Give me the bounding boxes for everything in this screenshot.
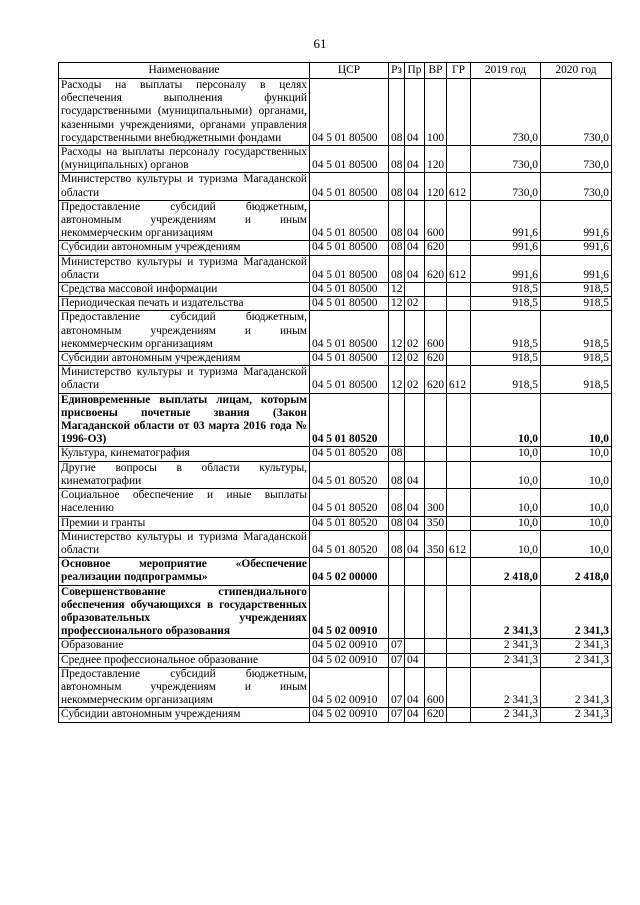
row-vr: 620 — [425, 366, 447, 393]
row-vr — [425, 393, 447, 447]
row-rz: 08 — [389, 79, 405, 146]
row-csr: 04 5 01 80520 — [310, 393, 389, 447]
header-pr: Пр — [405, 63, 425, 79]
row-pr: 04 — [405, 255, 425, 282]
row-rz — [389, 558, 405, 585]
row-vr — [425, 447, 447, 461]
row-pr: 04 — [405, 489, 425, 516]
table-row — [59, 79, 612, 146]
row-gr — [447, 516, 471, 530]
row-gr: 612 — [447, 530, 471, 557]
row-amount-2019: 10,0 — [471, 516, 541, 530]
row-name: Министерство культуры и туризма Магаданской области — [59, 255, 310, 282]
row-name: Расходы на выплаты персоналу в целях обеспечения выполнения функций государственными (муниципальными) органами, казенными учреждениями, органами управления государственными внебюджетными фондами — [59, 79, 310, 146]
row-amount-2019: 2 341,3 — [471, 708, 541, 722]
row-amount-2019: 918,5 — [471, 311, 541, 352]
row-csr: 04 5 01 80500 — [310, 79, 389, 146]
table-row — [59, 447, 612, 461]
row-csr: 04 5 01 80500 — [310, 352, 389, 366]
row-vr: 620 — [425, 241, 447, 255]
table-row — [59, 639, 612, 653]
row-amount-2019: 918,5 — [471, 352, 541, 366]
row-amount-2020: 10,0 — [541, 489, 612, 516]
row-vr: 620 — [425, 352, 447, 366]
row-amount-2020: 10,0 — [541, 461, 612, 488]
row-rz: 08 — [389, 255, 405, 282]
row-vr: 350 — [425, 530, 447, 557]
row-gr — [447, 311, 471, 352]
row-csr: 04 5 01 80520 — [310, 489, 389, 516]
row-csr: 04 5 02 00910 — [310, 708, 389, 722]
row-name: Периодическая печать и издательства — [59, 297, 310, 311]
row-rz: 12 — [389, 311, 405, 352]
row-gr: 612 — [447, 255, 471, 282]
row-amount-2019: 918,5 — [471, 297, 541, 311]
row-amount-2020: 2 341,3 — [541, 585, 612, 639]
row-rz: 08 — [389, 200, 405, 241]
row-pr: 04 — [405, 200, 425, 241]
row-amount-2020: 10,0 — [541, 393, 612, 447]
row-csr: 04 5 01 80500 — [310, 146, 389, 173]
row-amount-2019: 2 418,0 — [471, 558, 541, 585]
row-amount-2020: 918,5 — [541, 283, 612, 297]
row-name: Единовременные выплаты лицам, которым присвоены почетные звания (Закон Магаданской области от 03 марта 2016 года № 1996-ОЗ) — [59, 393, 310, 447]
table-row — [59, 146, 612, 173]
row-vr — [425, 639, 447, 653]
row-amount-2019: 10,0 — [471, 530, 541, 557]
row-amount-2019: 730,0 — [471, 79, 541, 146]
row-amount-2020: 2 418,0 — [541, 558, 612, 585]
row-name: Министерство культуры и туризма Магаданской области — [59, 173, 310, 200]
table-row — [59, 667, 612, 708]
row-gr — [447, 146, 471, 173]
row-amount-2019: 2 341,3 — [471, 585, 541, 639]
row-amount-2019: 730,0 — [471, 173, 541, 200]
row-csr: 04 5 01 80500 — [310, 297, 389, 311]
row-pr: 04 — [405, 708, 425, 722]
row-amount-2019: 10,0 — [471, 489, 541, 516]
row-gr: 612 — [447, 173, 471, 200]
row-amount-2020: 918,5 — [541, 366, 612, 393]
row-amount-2020: 991,6 — [541, 200, 612, 241]
row-csr: 04 5 01 80500 — [310, 173, 389, 200]
table-row — [59, 708, 612, 722]
row-csr: 04 5 01 80500 — [310, 366, 389, 393]
row-gr — [447, 667, 471, 708]
row-amount-2019: 2 341,3 — [471, 667, 541, 708]
row-gr — [447, 585, 471, 639]
row-amount-2020: 10,0 — [541, 516, 612, 530]
row-pr — [405, 393, 425, 447]
row-csr: 04 5 01 80500 — [310, 311, 389, 352]
row-gr — [447, 79, 471, 146]
table-row — [59, 461, 612, 488]
header-vr: ВР — [425, 63, 447, 79]
row-amount-2019: 10,0 — [471, 393, 541, 447]
row-pr — [405, 585, 425, 639]
row-vr — [425, 297, 447, 311]
row-pr — [405, 639, 425, 653]
row-pr: 04 — [405, 530, 425, 557]
row-vr: 600 — [425, 667, 447, 708]
row-amount-2020: 2 341,3 — [541, 639, 612, 653]
table-row — [59, 311, 612, 352]
row-name: Средства массовой информации — [59, 283, 310, 297]
header-gr: ГР — [447, 63, 471, 79]
row-amount-2020: 730,0 — [541, 79, 612, 146]
row-name: Премии и гранты — [59, 516, 310, 530]
row-amount-2020: 2 341,3 — [541, 667, 612, 708]
table-row — [59, 558, 612, 585]
table-row — [59, 516, 612, 530]
row-amount-2019: 991,6 — [471, 200, 541, 241]
table-row — [59, 352, 612, 366]
row-rz: 07 — [389, 667, 405, 708]
row-csr: 04 5 01 80520 — [310, 447, 389, 461]
row-vr — [425, 585, 447, 639]
row-gr — [447, 352, 471, 366]
table-row — [59, 585, 612, 639]
row-amount-2019: 918,5 — [471, 366, 541, 393]
row-vr: 300 — [425, 489, 447, 516]
row-gr — [447, 297, 471, 311]
row-pr: 04 — [405, 79, 425, 146]
row-gr — [447, 558, 471, 585]
row-pr — [405, 283, 425, 297]
row-name: Субсидии автономным учреждениям — [59, 708, 310, 722]
table-row — [59, 489, 612, 516]
row-rz — [389, 393, 405, 447]
row-vr — [425, 653, 447, 667]
row-rz: 08 — [389, 516, 405, 530]
row-amount-2019: 730,0 — [471, 146, 541, 173]
row-name: Среднее профессиональное образование — [59, 653, 310, 667]
row-name: Субсидии автономным учреждениям — [59, 352, 310, 366]
row-rz: 08 — [389, 173, 405, 200]
row-vr — [425, 558, 447, 585]
row-name: Основное мероприятие «Обеспечение реализации подпрограммы» — [59, 558, 310, 585]
table-row — [59, 283, 612, 297]
row-pr: 04 — [405, 241, 425, 255]
row-gr — [447, 393, 471, 447]
row-vr — [425, 461, 447, 488]
row-rz: 07 — [389, 708, 405, 722]
table-row — [59, 653, 612, 667]
row-pr: 02 — [405, 311, 425, 352]
row-name: Министерство культуры и туризма Магаданской области — [59, 530, 310, 557]
table-row — [59, 173, 612, 200]
row-rz: 12 — [389, 366, 405, 393]
row-pr — [405, 558, 425, 585]
row-csr: 04 5 02 00000 — [310, 558, 389, 585]
row-name: Социальное обеспечение и иные выплаты населению — [59, 489, 310, 516]
table-row — [59, 241, 612, 255]
row-rz: 08 — [389, 461, 405, 488]
row-pr: 04 — [405, 653, 425, 667]
row-amount-2019: 2 341,3 — [471, 653, 541, 667]
row-name: Предоставление субсидий бюджетным, автономным учреждениям и иным некоммерческим организациям — [59, 200, 310, 241]
header-name: Наименование — [59, 63, 310, 79]
header-rz: Рз — [389, 63, 405, 79]
row-amount-2019: 10,0 — [471, 447, 541, 461]
row-rz: 08 — [389, 241, 405, 255]
row-vr: 120 — [425, 173, 447, 200]
header-2020: 2020 год — [541, 63, 612, 79]
row-amount-2020: 730,0 — [541, 146, 612, 173]
row-csr: 04 5 01 80500 — [310, 283, 389, 297]
row-vr: 620 — [425, 708, 447, 722]
row-amount-2019: 2 341,3 — [471, 639, 541, 653]
header-csr: ЦСР — [310, 63, 389, 79]
row-name: Культура, кинематография — [59, 447, 310, 461]
row-name: Расходы на выплаты персоналу государственных (муниципальных) органов — [59, 146, 310, 173]
row-vr: 600 — [425, 311, 447, 352]
row-amount-2020: 991,6 — [541, 255, 612, 282]
row-csr: 04 5 02 00910 — [310, 653, 389, 667]
row-vr: 620 — [425, 255, 447, 282]
table-row — [59, 255, 612, 282]
row-amount-2019: 10,0 — [471, 461, 541, 488]
page-number: 61 — [313, 36, 327, 51]
row-rz: 08 — [389, 146, 405, 173]
row-rz — [389, 585, 405, 639]
row-gr — [447, 461, 471, 488]
row-amount-2020: 10,0 — [541, 530, 612, 557]
row-gr — [447, 639, 471, 653]
row-csr: 04 5 01 80500 — [310, 255, 389, 282]
row-rz: 12 — [389, 283, 405, 297]
row-amount-2020: 918,5 — [541, 311, 612, 352]
row-csr: 04 5 02 00910 — [310, 585, 389, 639]
header-2019: 2019 год — [471, 63, 541, 79]
row-amount-2019: 991,6 — [471, 255, 541, 282]
row-vr: 600 — [425, 200, 447, 241]
row-rz: 07 — [389, 653, 405, 667]
row-amount-2020: 991,6 — [541, 241, 612, 255]
row-gr — [447, 708, 471, 722]
row-amount-2020: 2 341,3 — [541, 708, 612, 722]
row-amount-2020: 918,5 — [541, 297, 612, 311]
row-amount-2020: 10,0 — [541, 447, 612, 461]
table-row — [59, 200, 612, 241]
table-header — [59, 63, 612, 79]
table-body — [59, 79, 612, 723]
row-pr: 04 — [405, 146, 425, 173]
row-amount-2020: 730,0 — [541, 173, 612, 200]
row-vr: 100 — [425, 79, 447, 146]
table-row — [59, 393, 612, 447]
row-gr — [447, 283, 471, 297]
row-pr: 02 — [405, 352, 425, 366]
row-rz: 12 — [389, 297, 405, 311]
row-pr: 02 — [405, 366, 425, 393]
row-name: Образование — [59, 639, 310, 653]
row-gr — [447, 241, 471, 255]
table-row — [59, 530, 612, 557]
row-pr: 04 — [405, 461, 425, 488]
row-pr: 04 — [405, 516, 425, 530]
row-gr: 612 — [447, 366, 471, 393]
row-csr: 04 5 02 00910 — [310, 639, 389, 653]
row-pr: 02 — [405, 297, 425, 311]
row-rz: 08 — [389, 489, 405, 516]
row-gr — [447, 200, 471, 241]
row-name: Совершенствование стипендиального обеспечения обучающихся в государственных образовательных учреждениях профессионального образования — [59, 585, 310, 639]
row-pr — [405, 447, 425, 461]
row-csr: 04 5 01 80520 — [310, 461, 389, 488]
row-gr — [447, 653, 471, 667]
table-row — [59, 297, 612, 311]
row-vr: 120 — [425, 146, 447, 173]
row-pr: 04 — [405, 667, 425, 708]
row-csr: 04 5 01 80500 — [310, 241, 389, 255]
row-pr: 04 — [405, 173, 425, 200]
table-row — [59, 366, 612, 393]
row-csr: 04 5 01 80520 — [310, 530, 389, 557]
row-amount-2020: 2 341,3 — [541, 653, 612, 667]
row-amount-2020: 918,5 — [541, 352, 612, 366]
row-gr — [447, 489, 471, 516]
row-vr: 350 — [425, 516, 447, 530]
row-name: Министерство культуры и туризма Магаданской области — [59, 366, 310, 393]
row-csr: 04 5 01 80520 — [310, 516, 389, 530]
row-rz: 12 — [389, 352, 405, 366]
row-name: Предоставление субсидий бюджетным, автономным учреждениям и иным некоммерческим организациям — [59, 667, 310, 708]
row-amount-2019: 918,5 — [471, 283, 541, 297]
row-csr: 04 5 01 80500 — [310, 200, 389, 241]
row-gr — [447, 447, 471, 461]
row-vr — [425, 283, 447, 297]
row-csr: 04 5 02 00910 — [310, 667, 389, 708]
budget-table — [58, 62, 612, 723]
row-name: Предоставление субсидий бюджетным, автономным учреждениям и иным некоммерческим организациям — [59, 311, 310, 352]
row-rz: 08 — [389, 530, 405, 557]
row-name: Субсидии автономным учреждениям — [59, 241, 310, 255]
row-name: Другие вопросы в области культуры, кинематографии — [59, 461, 310, 488]
row-rz: 08 — [389, 447, 405, 461]
row-rz: 07 — [389, 639, 405, 653]
row-amount-2019: 991,6 — [471, 241, 541, 255]
